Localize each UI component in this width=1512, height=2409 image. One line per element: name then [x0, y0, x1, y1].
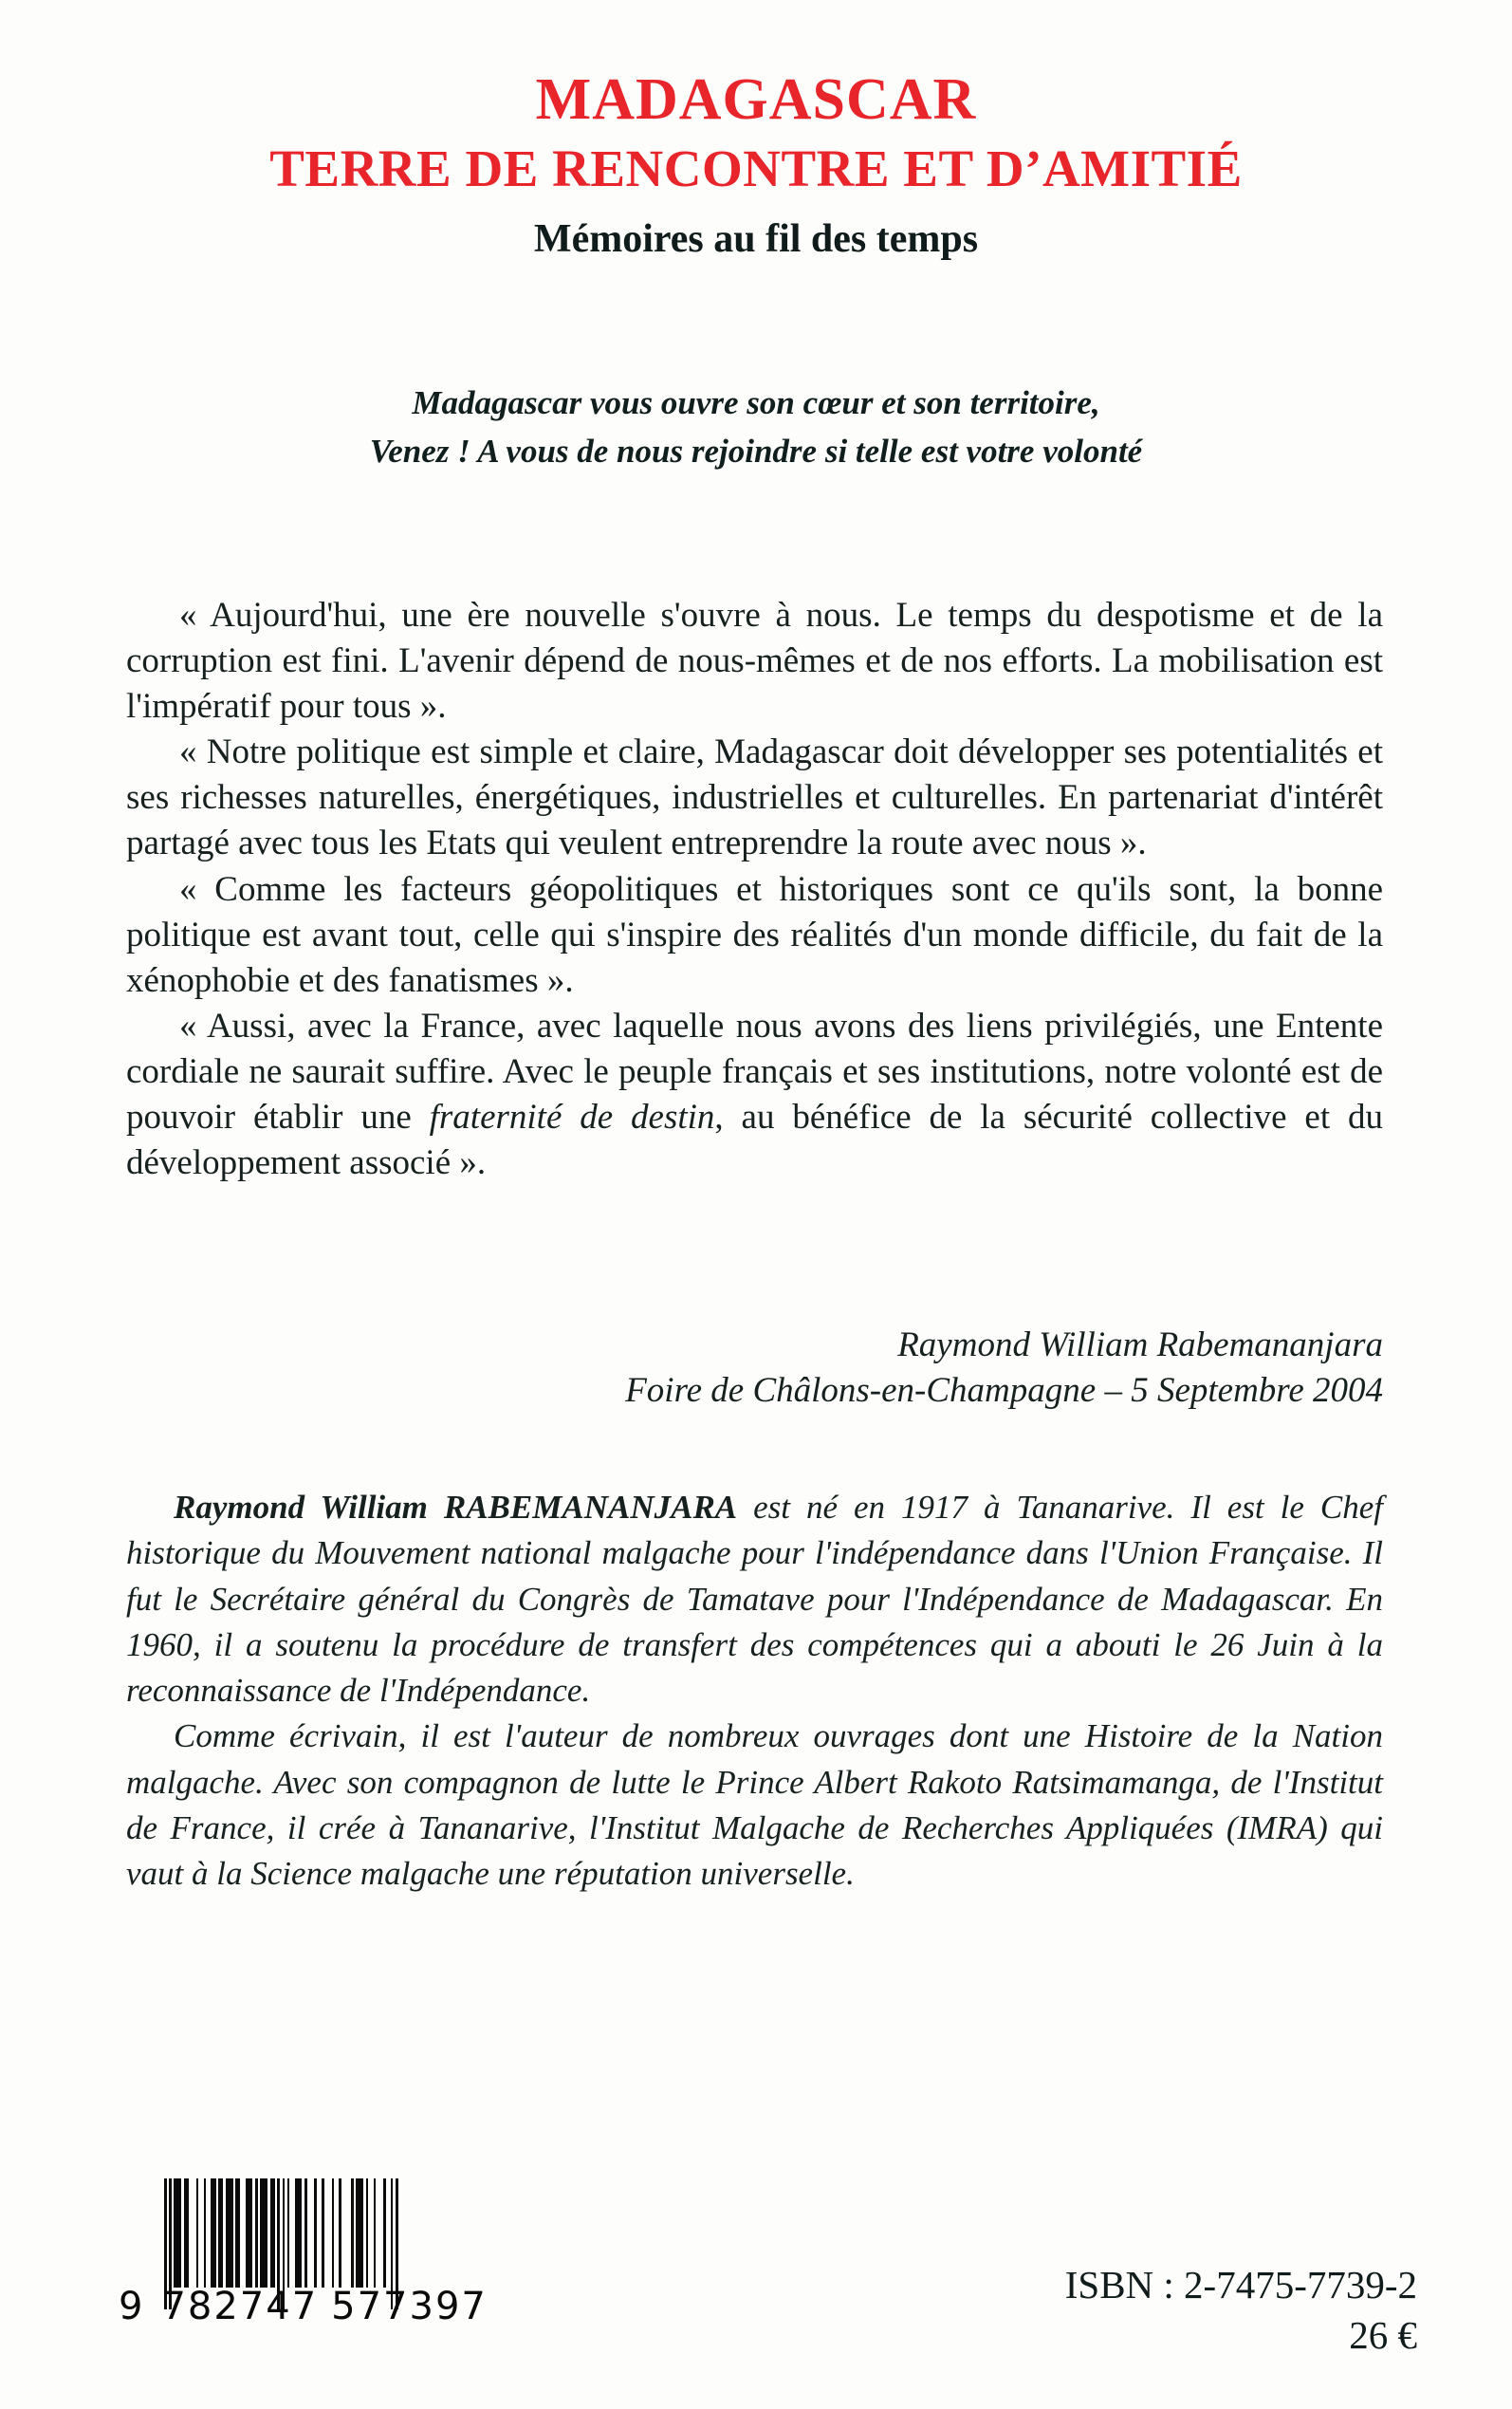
barcode-group-1: 782747	[161, 2285, 319, 2328]
attribution-event: Foire de Châlons-en-Champagne – 5 Septembre 2004	[625, 1371, 1383, 1411]
epigraph-line-2: Venez ! A vous de nous rejoindre si telle est votre volonté	[369, 432, 1143, 470]
attribution-author: Raymond William Rabemananjara	[897, 1325, 1383, 1364]
page-subtitle: TERRE DE RENCONTRE ET D’AMITIÉ	[269, 139, 1243, 197]
quote-paragraph-2: « Notre politique est simple et claire, Madagascar doit développer ses potentialités et ses richesses naturelles, énergétiques, industrielles et culturelles. En partenariat d'intérêt partagé avec tous les Etats qui veulent entreprendre la route avec nous ».	[126, 732, 1383, 863]
isbn-text: ISBN : 2-7475-7739-2	[1064, 2263, 1417, 2307]
price-text: 26 €	[1349, 2313, 1417, 2358]
title-block	[0, 67, 1512, 261]
quote-paragraph-4-part-b: , au bénéfice de la sécurité collective et du développement associé ».	[126, 1098, 1383, 1183]
barcode	[119, 2178, 517, 2349]
quote-paragraph-3: « Comme les facteurs géopolitiques et historiques sont ce qu'ils sont, la bonne politique est avant tout, celle qui s'inspire des réalités d'un monde difficile, du fait de la xénophobie et des fanatismes ».	[126, 869, 1383, 1000]
attribution	[126, 1323, 1383, 1414]
page-title: MADAGASCAR	[535, 67, 977, 132]
isbn-price-block	[1065, 2260, 1417, 2362]
author-biography	[126, 1485, 1383, 1898]
epigraph	[114, 380, 1398, 476]
barcode-lead-digit: 9	[119, 2285, 145, 2328]
quote-body	[126, 593, 1383, 1186]
quote-paragraph-1: « Aujourd'hui, une ère nouvelle s'ouvre à nous. Le temps du despotisme et de la corruption est fini. L'avenir dépend de nous-mêmes et de nos efforts. La mobilisation est l'impératif pour tous ».	[126, 596, 1383, 727]
barcode-group-2: 577397	[331, 2285, 488, 2328]
quote-paragraph-4	[126, 1004, 1383, 1186]
bio-paragraph-1-rest: est né en 1917 à Tananarive. Il est le Chef historique du Mouvement national malgache pour l'indépendance dans l'Union Française. Il fut le Secrétaire général du Congrès de Tamatave pour l'Indépendance de Madagascar. En 1960, il a soutenu la procédure de transfert des compétences qui a abouti le 26 Juin à la reconnaissance de l'Indépendance.	[126, 1489, 1383, 1710]
epigraph-line-1: Madagascar vous ouvre son cœur et son territoire,	[412, 384, 1100, 421]
barcode-digits	[119, 2285, 517, 2328]
quote-paragraph-4-part-a: « Aussi, avec la France, avec laquelle nous avons des liens privilégiés, une Entente cordiale ne saurait suffire. Avec le peuple français et ses institutions, notre volonté est de pouvoir établir une	[126, 1006, 1383, 1138]
page-subtitle-secondary: Mémoires au fil des temps	[533, 217, 979, 261]
bio-paragraph-1	[126, 1485, 1383, 1714]
bio-paragraph-2: Comme écrivain, il est l'auteur de nombreux ouvrages dont une Histoire de la Nation malgache. Avec son compagnon de lutte le Prince Albert Rakoto Ratsimamanga, de l'Institut de France, il crée à Tananarive, l'Institut Malgache de Recherches Appliquées (IMRA) qui vaut à la Science malgache une réputation universelle.	[126, 1717, 1383, 1893]
quote-emphasis-fraternite: fraternité de destin	[429, 1098, 715, 1138]
bio-author-name: Raymond William RABEMANANJARA	[174, 1489, 738, 1526]
